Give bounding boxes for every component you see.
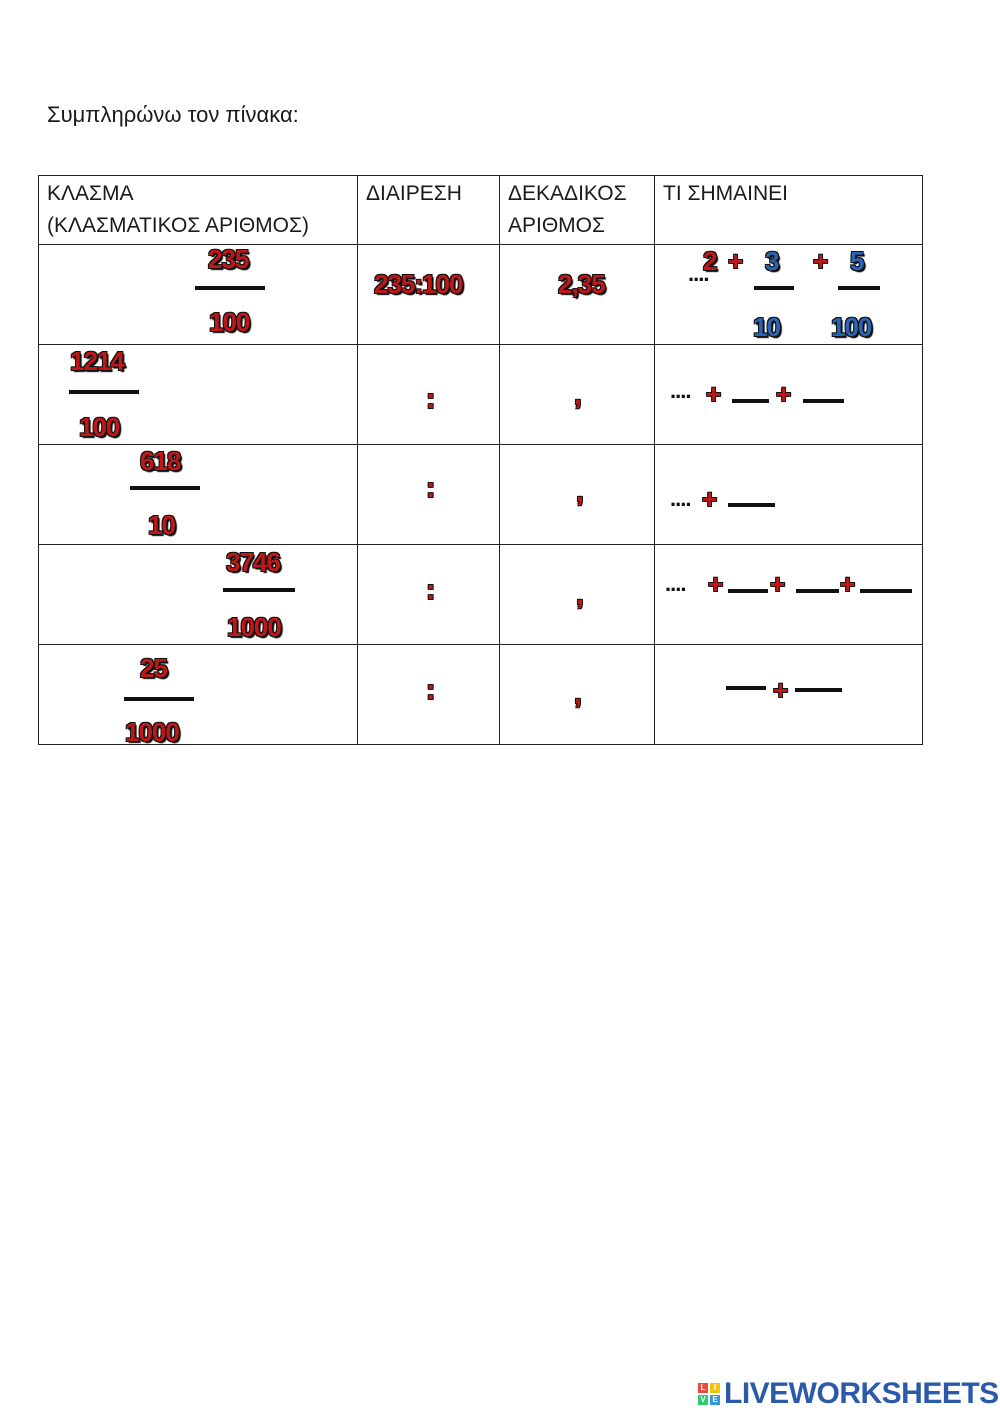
meaning-tenths-numerator: 3 [765, 246, 779, 276]
meaning-tenths-denominator: 10 [753, 312, 780, 342]
fraction-numerator: 1214 [70, 346, 124, 376]
table-row [39, 645, 923, 745]
table-row [39, 545, 923, 645]
header-row [39, 176, 923, 245]
decimal-value: 2,35 [558, 269, 605, 299]
answer-slot[interactable] [796, 589, 839, 593]
division-cell[interactable] [358, 445, 500, 545]
logo-letter-v: V [698, 1395, 708, 1405]
answer-slot[interactable] [728, 503, 775, 507]
header-decimal-line2: ΑΡΙΘΜΟΣ [508, 214, 605, 237]
decimal-cell[interactable] [500, 545, 655, 645]
decimal-comma: , [574, 678, 582, 709]
meaning-plus-1: + [702, 484, 718, 514]
fraction-denominator: 100 [209, 307, 250, 337]
meaning-cell[interactable] [655, 545, 923, 645]
meaning-plus-1: + [706, 379, 722, 409]
division-value: 235:100 [374, 269, 463, 299]
decimal-cell [500, 245, 655, 345]
meaning-hundredths-bar [838, 286, 880, 290]
fraction-cell [39, 645, 358, 745]
fraction-cell [39, 245, 358, 345]
liveworksheets-logo [698, 1377, 999, 1411]
fraction-numerator: 618 [140, 446, 181, 476]
meaning-cell[interactable] [655, 445, 923, 545]
fraction-cell [39, 345, 358, 445]
meaning-hundredths-numerator: 5 [850, 246, 864, 276]
fraction-bar [195, 286, 265, 290]
decimal-cell[interactable] [500, 445, 655, 545]
meaning-hundredths-denominator: 100 [831, 312, 872, 342]
meaning-plus-2: + [813, 246, 829, 276]
header-decimal [500, 176, 655, 245]
division-colon: : [426, 383, 436, 414]
fraction-numerator: 25 [140, 653, 167, 683]
table-row-example [39, 245, 923, 345]
fraction-numerator: 235 [208, 244, 249, 274]
table-row [39, 445, 923, 545]
meaning-units: 2 [703, 246, 717, 276]
header-meaning [655, 176, 923, 245]
answer-slot[interactable] [728, 589, 768, 593]
logo-mark-icon [698, 1383, 720, 1405]
fraction-bar [124, 697, 194, 701]
meaning-plus-2: + [776, 379, 792, 409]
answer-slot[interactable] [726, 686, 766, 690]
decimal-cell[interactable] [500, 645, 655, 745]
worksheet-table [38, 175, 923, 745]
logo-letter-e: E [710, 1395, 720, 1405]
meaning-dots: .... [670, 486, 691, 511]
meaning-plus-1: + [773, 675, 789, 705]
answer-slot[interactable] [803, 399, 844, 403]
answer-slot[interactable] [732, 399, 769, 403]
meaning-plus-2: + [770, 569, 786, 599]
decimal-comma: , [574, 379, 582, 410]
fraction-denominator: 100 [79, 412, 120, 442]
header-division-label: ΔΙΑΙΡΕΣΗ [366, 182, 462, 205]
division-cell [358, 245, 500, 345]
meaning-dots: .... [665, 571, 686, 596]
answer-slot[interactable] [860, 589, 912, 593]
header-meaning-label: ΤΙ ΣΗΜΑΙΝΕΙ [663, 182, 788, 205]
meaning-dots: .... [670, 378, 691, 403]
division-colon: : [426, 574, 436, 605]
fraction-denominator: 10 [148, 510, 175, 540]
division-cell[interactable] [358, 645, 500, 745]
meaning-cell [655, 245, 923, 345]
meaning-plus-3: + [840, 569, 856, 599]
answer-slot[interactable] [795, 688, 842, 692]
fraction-denominator: 1000 [227, 612, 281, 642]
logo-letter-i: I [710, 1383, 720, 1393]
fraction-cell [39, 545, 358, 645]
meaning-plus-1: + [708, 569, 724, 599]
fraction-denominator: 1000 [125, 717, 179, 747]
meaning-dots: .... [688, 261, 709, 286]
division-colon: : [426, 472, 436, 503]
header-fraction-line2: (ΚΛΑΣΜΑΤΙΚΟΣ ΑΡΙΘΜΟΣ) [47, 214, 309, 237]
meaning-cell[interactable] [655, 645, 923, 745]
meaning-cell[interactable] [655, 345, 923, 445]
logo-letter-l: L [698, 1383, 708, 1393]
fraction-cell [39, 445, 358, 545]
division-cell[interactable] [358, 345, 500, 445]
fraction-numerator: 3746 [226, 547, 280, 577]
header-fraction-line1: ΚΛΑΣΜΑ [47, 182, 134, 205]
header-decimal-line1: ΔΕΚΑΔΙΚΟΣ [508, 182, 627, 205]
table-row [39, 345, 923, 445]
division-colon: : [426, 674, 436, 705]
fraction-bar [223, 588, 295, 592]
header-division [358, 176, 500, 245]
meaning-plus-1: + [728, 246, 744, 276]
decimal-cell[interactable] [500, 345, 655, 445]
meaning-tenths-bar [754, 286, 794, 290]
fraction-bar [69, 390, 139, 394]
header-fraction [39, 176, 358, 245]
instruction-text: Συμπληρώνω τον πίνακα: [47, 102, 299, 127]
division-cell[interactable] [358, 545, 500, 645]
decimal-comma: , [576, 476, 584, 507]
logo-text: LIVEWORKSHEETS [724, 1377, 999, 1410]
fraction-bar [130, 486, 200, 490]
decimal-comma: , [576, 579, 584, 610]
